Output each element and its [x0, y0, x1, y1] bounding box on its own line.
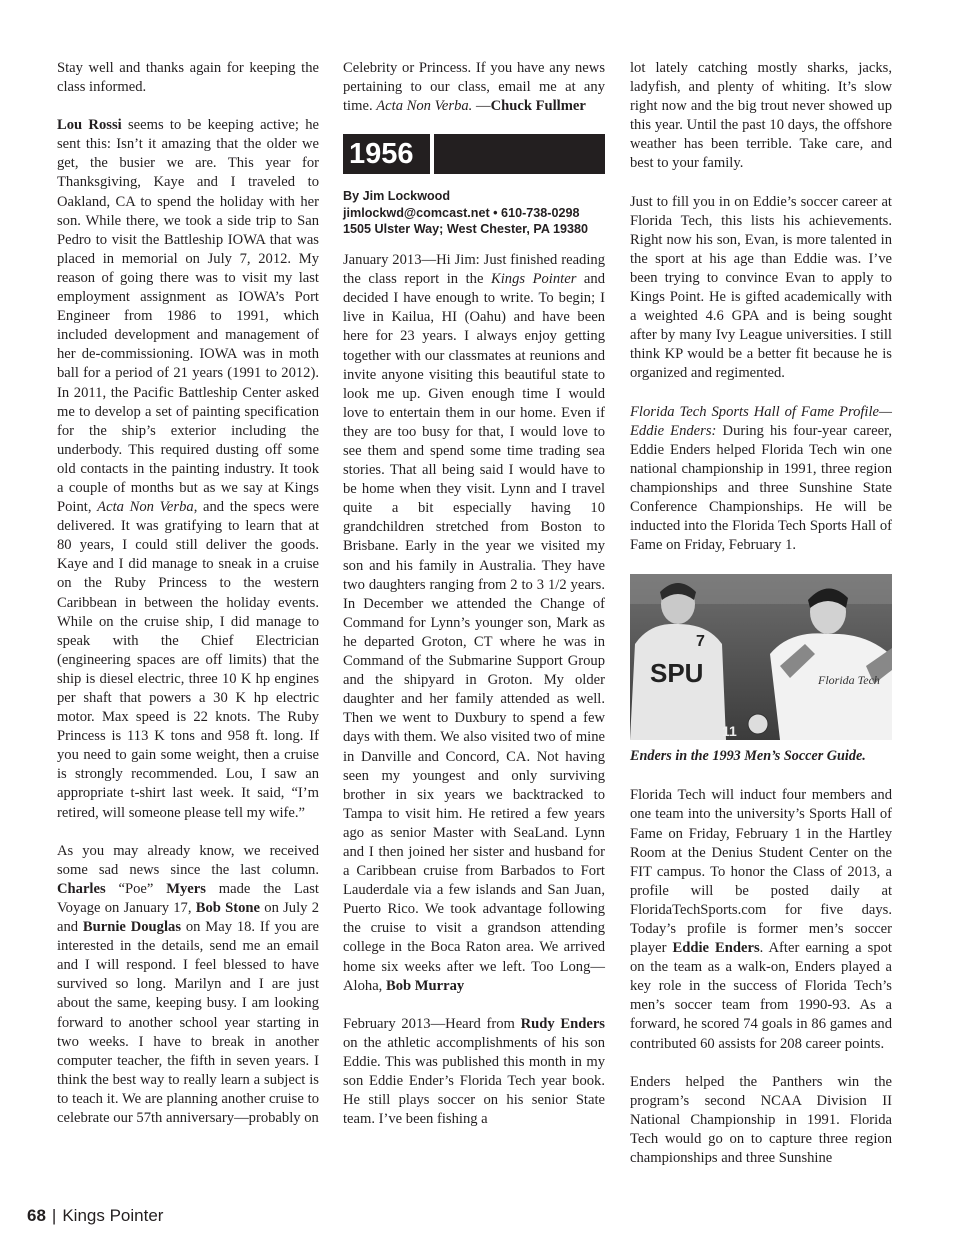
byline: By Jim Lockwood	[343, 189, 451, 204]
column-1	[57, 59, 319, 1147]
class-year: 1956	[343, 134, 430, 174]
paragraph-fullmer-close: Celebrity or Princess. If you have any news pertaining to our class, email me at any time. Acta Non Verba. —Chuck Fullmer	[343, 60, 605, 115]
publication-name: Kings Pointer	[62, 1206, 164, 1225]
photo-caption: Enders in the 1993 Men’s Soccer Guide.	[630, 748, 866, 765]
paragraph-panthers: Enders helped the Panthers win the program’s second NCAA Division II National Championship in 1991. Florida Tech would go on to capture three region championships and three Sunshine	[630, 1073, 892, 1167]
jersey-left-number: 7	[696, 633, 705, 651]
correspondent-block	[343, 188, 605, 221]
column-3	[630, 59, 892, 1187]
paragraph-profile-intro: Florida Tech Sports Hall of Fame Profile—Eddie Enders: During his four-year career, Eddie Enders helped Florida Tech win one national championship in 1991, three region championships and three Sunshine State Conference Championships. He will be inducted into the Florida Tech Sports Hall of Fame on Friday, February 1.	[630, 403, 892, 554]
jersey-bottom-number: 11	[722, 723, 737, 740]
paragraph-induction: Florida Tech will induct four members and one team into the university’s Sports Hall of Fame on Friday, February 1 in the Hartley Room at the Denius Student Center on the FIT campus. To honor the Class of 2013, a profile will be posted daily at FloridaTechSports.com for five days. Today’s profile is former men’s soccer player Eddie Enders. After earning a spot on the team as a walk-on, Enders played a key role in the success of Florida Tech’s men’s soccer team from 1990-93. As a forward, he scored 74 goals in 86 games and contributed 60 assists for 208 career points.	[630, 787, 892, 1052]
class-year-header	[343, 134, 605, 174]
motto: Acta Non Verba	[97, 499, 194, 516]
address: 1505 Ulster Way; West Chester, PA 19380	[343, 222, 588, 237]
column-2	[343, 59, 605, 1148]
paragraph-rudy-enders: February 2013—Heard from Rudy Enders on the athletic accomplishments of his son Eddie. This was published this month in my son Eddie Ender’s Florida Tech year book. He still plays soccer on his senior State team. I’ve been fishing a	[343, 1015, 605, 1128]
header-bar	[434, 134, 605, 174]
paragraph-bob-murray: January 2013—Hi Jim: Just finished reading the class report in the Kings Pointer and decided I have enough to write. To begin; I live in Kailua, HI (Oahu) and have been here for 23 years. I always enjoy getting together with our classmates at reunions and invite anyone visiting this beautiful state to look me up. Given enough time I would love to entertain them in our home. Even if they are too busy for that, I would love to see them and spend some time trading sea stories. That all being said I would have to be home when they visit. Lynn and I travel quite a bit especially having 10 grandchildren stretched from Boston to Brisbane. Early in the year we visited my son and his family in Australia. They have two daughters ranging from 2 to 3 1/2 years. In December we attended the Change of Command for Lynn’s younger son, Mark as he departed Groton, CT where he was in Command of the Submarine Support Group and the shipyard in Groton. My older daughter and her family attended as well. Then we went to Duxbury to spend a few days with them. We also visited two of mine in Danville and Concord, CA. Not having seen my youngest and only surviving brother in six years we backtracked to Tampa to visit him. He retired a few years ago as senior Master with SeaLand. Lynn and I then joined her sister and husband for a Caribbean cruise from Barbados to Fort Lauderdale via a few islands and San Juan, Puerto Rico. We took advantage following the cruise to visit a grandson attending college in the Boca Raton area. We arrived home six weeks after we left. Too Long—Aloha, Bob Murray	[343, 252, 605, 994]
paragraph-lou-rossi: Lou Rossi seems to be keeping active; he sent this: Isn’t it amazing that the older we get, the busier we are. This year for Thanksgiving, Kaye and I traveled to Oakland, CA to spend the holiday with her son. While there, we took a side trip to San Pedro to visit the Battleship IOWA that was placed in memorial on July 7, 2012. My reason of going there was to visit my last employment assignment as IOWA’s Port Engineer from 1986 to 1991, which included development and management of her de-commissioning. IOWA was in moth ball for a period of 21 years (1991 to 2012). In 2011, the Pacific Battleship Center asked me to develop a set of painting specification for the ship’s exterior including the underbody. This required dusting off some old contacts in the painting industry. It took a couple of months but as we say at Kings Point, Acta Non Verba, and the specs were delivered. It was gratifying to learn that at 80 years, I could still deliver the goods. Kaye and I did manage to sneak in a cruise on the Ruby Princess to the western Caribbean in between the holiday events. While on the cruise ship, I did manage to speak with the Chief Electrician (engineering spaces are off limits) that the ship is diesel electric, three 10 K hp engines per shaft that powers a 30 K hp electric motor. Max speed is 22 knots. The Ruby Princess is 113 K tons and 958 ft. long. If you need to gain some weight, then a cruise is strongly recommended. Lou, I saw an appropriate t-shirt last week. It said, “I’m retired, will someone please tell my wife.”	[57, 117, 320, 821]
name-lou-rossi: Lou Rossi	[57, 117, 122, 134]
jersey-left-text: SPU	[650, 658, 704, 689]
contact-line: jimlockwd@comcast.net • 610-738-0298	[343, 205, 580, 220]
soccer-photo	[630, 574, 892, 740]
jersey-right-text: Florida Tech	[818, 673, 880, 688]
page-footer	[27, 1206, 163, 1226]
paragraph-fishing: lot lately catching mostly sharks, jacks, ladyfish, and plenty of whiting. It’s slow right now and the big trout never showed up this year. Until the past 10 days, the offshore weather has been terrible. Take care, and best to your family.	[630, 60, 892, 172]
paragraph-evan: Just to fill you in on Eddie’s soccer career at Florida Tech, this lists his achievements. Right now his son, Evan, is more talented in the sport at his age than Eddie was. I’ve been trying to convince Evan to apply to Kings Point. He is gifted academically with a weighted 4.6 GPA and is being sought after by many Ivy League universities. I still think KP would be a better fit because he is organized and regimented.	[630, 193, 892, 382]
footer-separator: |	[51, 1206, 57, 1225]
soccer-photo-image	[630, 574, 892, 740]
page-number: 68	[27, 1206, 46, 1225]
paragraph-closing: Stay well and thanks again for keeping the class informed.	[57, 60, 319, 96]
paragraph-sad-news: As you may already know, we received some sad news since the last column. Charles “Poe” Myers made the Last Voyage on January 17, Bob Stone on July 2 and Burnie Douglas on May 18. If you are interested in the details, send me an email and I will respond. I feel blessed to have survived so long. Marilyn and I are just about the same, keeping busy. I am looking forward to another school year starting in two weeks. I have to break in another computer teacher, the fifth in seven years. I think the best way to really learn a subject is to teach it. We are planning another cruise to celebrate our 57th anniversary—probably on	[57, 842, 319, 1126]
